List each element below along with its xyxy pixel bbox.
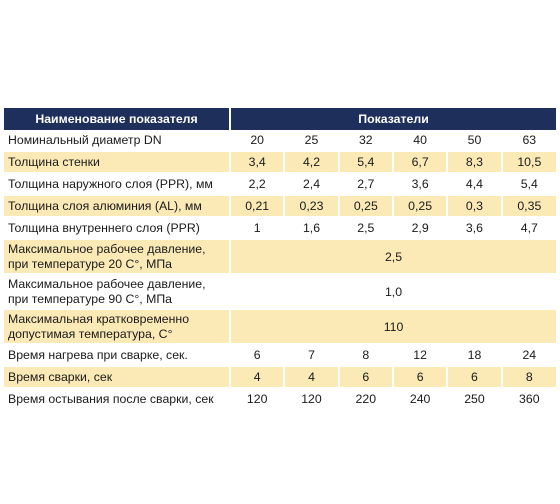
table-header-row <box>4 108 556 130</box>
cell: 6,7 <box>393 151 447 173</box>
row-label <box>4 309 230 344</box>
table-row <box>4 366 556 388</box>
table-row <box>4 239 556 274</box>
cell: 50 <box>447 130 501 151</box>
cell: 4,7 <box>502 217 556 239</box>
cell: 40 <box>393 130 447 151</box>
merged-cell: 2,5 <box>230 239 556 274</box>
row-label: Толщина наружного слоя (PPR), мм <box>4 173 230 195</box>
table-row <box>4 195 556 217</box>
cell: 220 <box>339 388 393 410</box>
header-values-column: Показатели <box>230 108 556 130</box>
table-row <box>4 274 556 309</box>
row-label: Толщина внутреннего слоя (PPR) <box>4 217 230 239</box>
row-label-line: при температуре 90 С°, МПа <box>8 291 172 306</box>
cell: 0,21 <box>230 195 284 217</box>
cell: 3,6 <box>447 217 501 239</box>
merged-cell: 110 <box>230 309 556 344</box>
table-row <box>4 151 556 173</box>
cell: 8 <box>502 366 556 388</box>
cell: 360 <box>502 388 556 410</box>
table-row <box>4 217 556 239</box>
spec-table-container <box>4 108 556 411</box>
cell: 5,4 <box>339 151 393 173</box>
row-label-line: Максимальное рабочее давление, <box>8 241 206 256</box>
cell: 0,23 <box>284 195 338 217</box>
cell: 6 <box>230 344 284 366</box>
cell: 2,9 <box>393 217 447 239</box>
cell: 3,4 <box>230 151 284 173</box>
cell: 4,2 <box>284 151 338 173</box>
row-label: Время нагрева при сварке, сек. <box>4 344 230 366</box>
cell: 2,7 <box>339 173 393 195</box>
spec-table <box>4 108 556 411</box>
cell: 4 <box>284 366 338 388</box>
table-row <box>4 388 556 410</box>
cell: 6 <box>393 366 447 388</box>
cell: 3,6 <box>393 173 447 195</box>
row-label <box>4 239 230 274</box>
cell: 1 <box>230 217 284 239</box>
header-name-column: Наименование показателя <box>4 108 230 130</box>
cell: 1,6 <box>284 217 338 239</box>
cell: 2,5 <box>339 217 393 239</box>
cell: 6 <box>339 366 393 388</box>
cell: 10,5 <box>502 151 556 173</box>
table-row <box>4 173 556 195</box>
cell: 250 <box>447 388 501 410</box>
cell: 20 <box>230 130 284 151</box>
cell: 4 <box>230 366 284 388</box>
cell: 4,4 <box>447 173 501 195</box>
cell: 63 <box>502 130 556 151</box>
merged-cell: 1,0 <box>230 274 556 309</box>
row-label: Толщина стенки <box>4 151 230 173</box>
row-label-line: допустимая температура, С° <box>8 326 173 341</box>
cell: 12 <box>393 344 447 366</box>
row-label: Толщина слоя алюминия (AL), мм <box>4 195 230 217</box>
cell: 18 <box>447 344 501 366</box>
cell: 8 <box>339 344 393 366</box>
row-label: Время остывания после сварки, сек <box>4 388 230 410</box>
row-label: Время сварки, сек <box>4 366 230 388</box>
row-label <box>4 274 230 309</box>
table-row <box>4 309 556 344</box>
table-row <box>4 130 556 151</box>
cell: 32 <box>339 130 393 151</box>
cell: 25 <box>284 130 338 151</box>
row-label-line: Максимальная кратковременно <box>8 311 190 326</box>
cell: 6 <box>447 366 501 388</box>
row-label-line: при температуре 20 С°, МПа <box>8 256 172 271</box>
cell: 7 <box>284 344 338 366</box>
cell: 2,4 <box>284 173 338 195</box>
cell: 0,25 <box>339 195 393 217</box>
cell: 0,35 <box>502 195 556 217</box>
cell: 5,4 <box>502 173 556 195</box>
cell: 120 <box>284 388 338 410</box>
row-label: Номинальный диаметр DN <box>4 130 230 151</box>
cell: 240 <box>393 388 447 410</box>
cell: 0,3 <box>447 195 501 217</box>
cell: 8,3 <box>447 151 501 173</box>
table-row <box>4 344 556 366</box>
row-label-line: Максимальное рабочее давление, <box>8 276 206 291</box>
cell: 120 <box>230 388 284 410</box>
cell: 2,2 <box>230 173 284 195</box>
cell: 24 <box>502 344 556 366</box>
cell: 0,25 <box>393 195 447 217</box>
